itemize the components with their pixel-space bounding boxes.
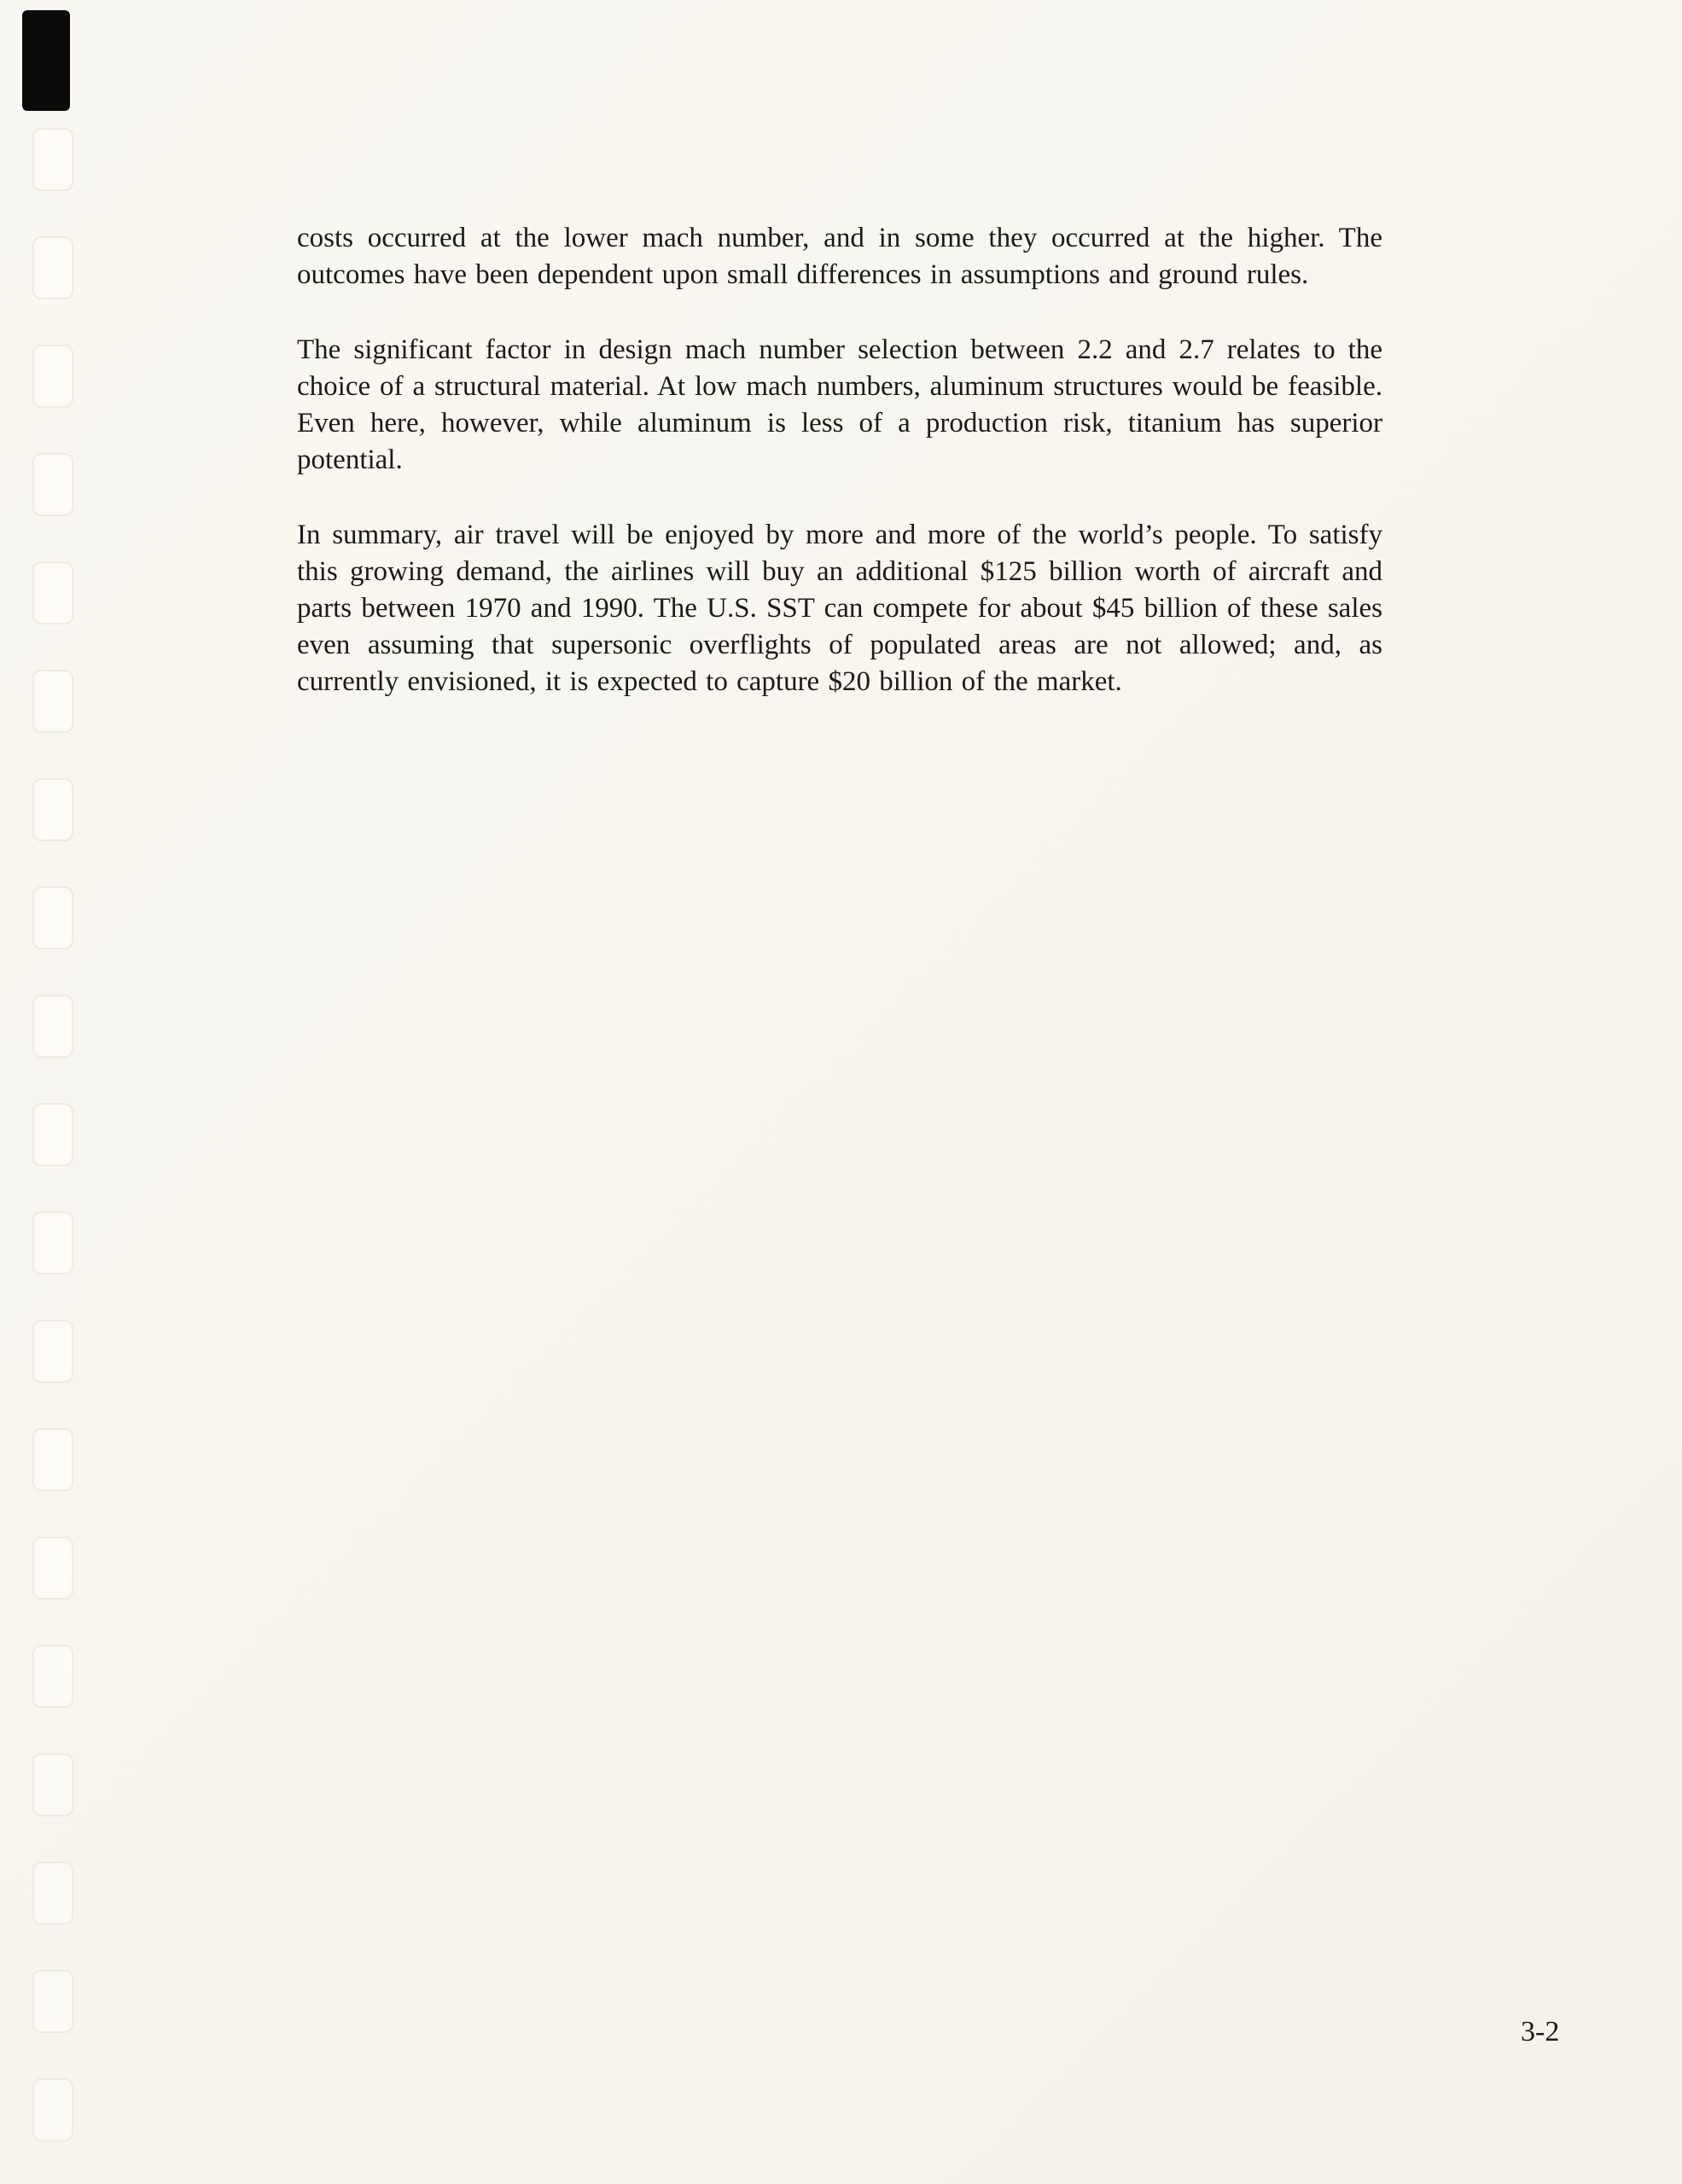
binding-hole	[32, 670, 73, 733]
paragraph: costs occurred at the lower mach number, and in some they occurred at the higher. The outcomes have been dependent upon small differences in assumptions and ground rules.	[297, 223, 1382, 290]
binding-holes	[32, 0, 84, 2184]
body-text	[297, 220, 1382, 739]
binding-hole	[32, 561, 73, 624]
binding-hole	[32, 2078, 73, 2141]
binding-hole	[32, 1428, 73, 1491]
binding-hole	[32, 128, 73, 191]
binding-hole	[32, 1753, 73, 1816]
binding-hole	[32, 1103, 73, 1166]
binding-hole	[32, 1862, 73, 1925]
binding-hole	[32, 1320, 73, 1383]
binding-hole	[32, 453, 73, 516]
page-number: 3-2	[1521, 2016, 1560, 2048]
binding-hole	[32, 1211, 73, 1275]
binding-hole	[32, 778, 73, 841]
binding-hole	[32, 345, 73, 408]
binding-hole	[32, 1645, 73, 1708]
binding-hole	[32, 886, 73, 950]
paragraph: In summary, air travel will be enjoyed by more and more of the world’s people. To satisfy this growing demand, the airlines will buy an additional $125 billion worth of aircraft and parts between 1970 and 1990. The U.S. SST can compete for about $45 billion of these sales even assuming that supersonic overflights of populated areas are not allowed; and, as currently envisioned, it is expected to capture $20 billion of the market.	[297, 520, 1382, 697]
binding-hole	[32, 995, 73, 1058]
binding-hole	[32, 1970, 73, 2033]
paragraph: The significant factor in design mach number selection between 2.2 and 2.7 relates to the choice of a structural material. At low mach numbers, aluminum structures would be feasible. Even here, however, while aluminum is less of a production risk, titanium has superior potential.	[297, 334, 1382, 475]
binding-hole	[32, 236, 73, 299]
binding-hole	[32, 1536, 73, 1600]
